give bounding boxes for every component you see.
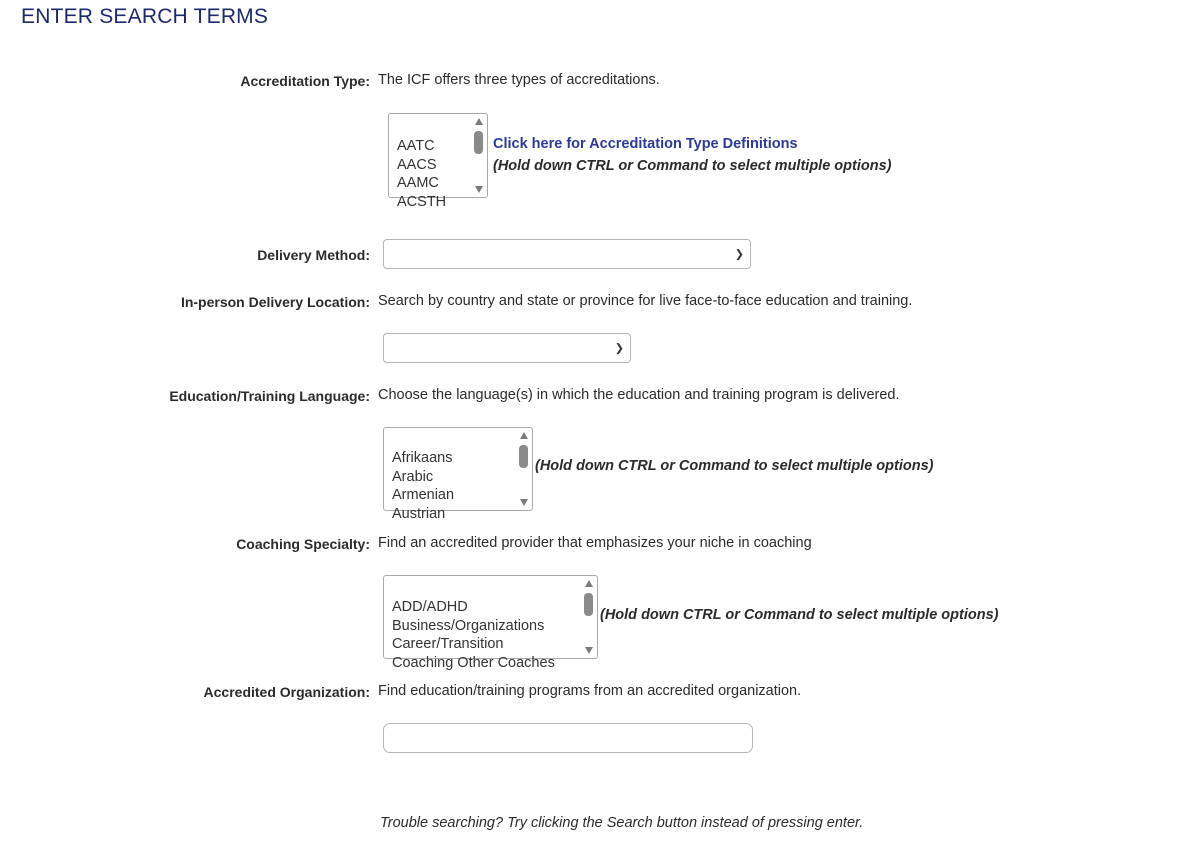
delivery-method-label: Delivery Method: bbox=[257, 247, 370, 263]
coaching-specialty-description: Find an accredited provider that emphasizes your niche in coaching bbox=[378, 535, 812, 551]
language-description: Choose the language(s) in which the education and training program is delivered. bbox=[378, 387, 900, 403]
listbox-option[interactable]: Business/Organizations bbox=[392, 617, 545, 634]
listbox-option[interactable]: AACS bbox=[397, 156, 437, 173]
listbox-scrollbar[interactable] bbox=[583, 577, 595, 657]
listbox-option[interactable]: Coaching Other Coaches bbox=[392, 654, 555, 671]
scroll-thumb[interactable] bbox=[584, 593, 593, 616]
accreditation-type-label: Accreditation Type: bbox=[240, 73, 370, 89]
coaching-specialty-listbox[interactable] bbox=[383, 575, 598, 671]
scroll-up-arrow-icon[interactable] bbox=[475, 118, 483, 125]
listbox-option[interactable]: Arabic bbox=[392, 468, 434, 485]
delivery-method-select[interactable] bbox=[383, 239, 751, 269]
scroll-up-arrow-icon[interactable] bbox=[520, 432, 528, 439]
chevron-down-icon: ❯ bbox=[734, 248, 744, 261]
specialty-multiselect-hint: (Hold down CTRL or Command to select multiple options) bbox=[600, 607, 999, 623]
listbox-scrollbar[interactable] bbox=[518, 429, 530, 509]
listbox-option[interactable]: Career/Transition bbox=[392, 636, 504, 652]
accredited-organization-label: Accredited Organization: bbox=[203, 684, 370, 700]
scroll-down-arrow-icon[interactable] bbox=[585, 647, 593, 654]
listbox-option[interactable]: AATC bbox=[397, 138, 435, 154]
accreditation-type-description: The ICF offers three types of accreditations. bbox=[378, 72, 660, 88]
language-label: Education/Training Language: bbox=[169, 388, 370, 404]
listbox-option[interactable]: Austrian bbox=[392, 505, 446, 522]
chevron-down-icon: ❯ bbox=[614, 342, 624, 355]
accreditation-multiselect-hint: (Hold down CTRL or Command to select multiple options) bbox=[493, 158, 892, 174]
language-multiselect-hint: (Hold down CTRL or Command to select multiple options) bbox=[535, 458, 934, 474]
listbox-option[interactable]: Armenian bbox=[392, 487, 455, 503]
page-title: ENTER SEARCH TERMS bbox=[21, 5, 269, 28]
search-tip-note: Trouble searching? Try clicking the Search button instead of pressing enter. bbox=[380, 815, 864, 831]
scroll-down-arrow-icon[interactable] bbox=[520, 499, 528, 506]
coaching-specialty-label: Coaching Specialty: bbox=[236, 536, 370, 552]
listbox-option[interactable]: Afrikaans bbox=[392, 450, 453, 466]
accreditation-type-listbox[interactable] bbox=[388, 113, 488, 210]
in-person-location-select[interactable] bbox=[383, 333, 631, 363]
listbox-option[interactable]: AAMC bbox=[397, 175, 439, 191]
listbox-scrollbar[interactable] bbox=[473, 115, 485, 196]
scroll-up-arrow-icon[interactable] bbox=[585, 580, 593, 587]
scroll-thumb[interactable] bbox=[474, 131, 483, 154]
scroll-thumb[interactable] bbox=[519, 445, 528, 468]
language-listbox[interactable] bbox=[383, 427, 533, 522]
accredited-organization-description: Find education/training programs from an accredited organization. bbox=[378, 683, 802, 699]
accredited-organization-input[interactable] bbox=[383, 723, 753, 753]
listbox-option[interactable]: ADD/ADHD bbox=[392, 599, 468, 615]
in-person-location-description: Search by country and state or province for live face-to-face education and training. bbox=[378, 293, 913, 309]
accreditation-definitions-link[interactable]: Click here for Accreditation Type Definitions bbox=[493, 136, 798, 152]
listbox-option[interactable]: ACSTH bbox=[397, 193, 447, 210]
scroll-down-arrow-icon[interactable] bbox=[475, 186, 483, 193]
in-person-location-label: In-person Delivery Location: bbox=[180, 294, 370, 310]
